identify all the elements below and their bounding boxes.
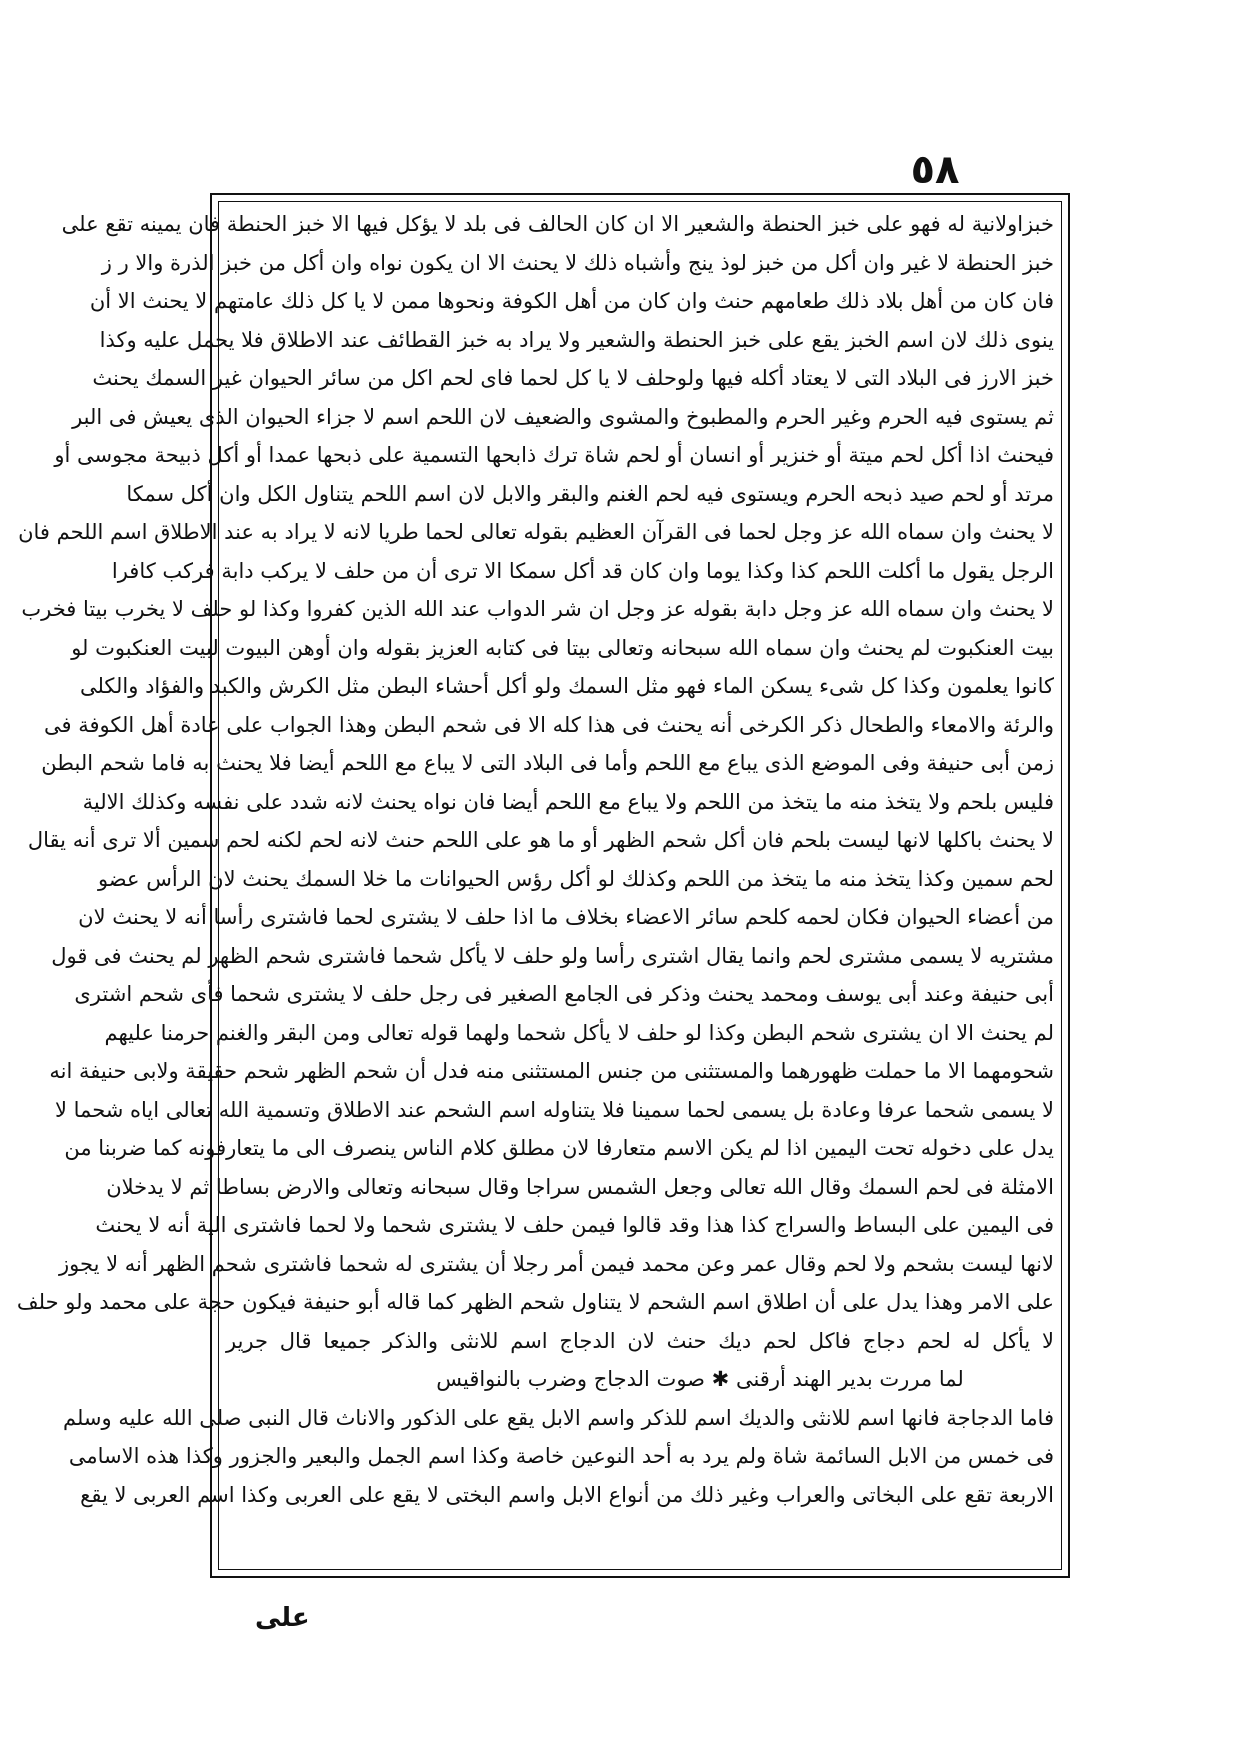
text-line: ينوى ذلك لان اسم الخبز يقع على خبز الحنطة والشعير ولا يراد به خبز القطائف عند الاطلاق فلا يحمل عليه وكذا (99, 327, 1054, 352)
page-number: ٥٨ (910, 147, 960, 193)
text-line: الرجل يقول ما أكلت اللحم كذا وكذا يوما وان كان قد أكل سمكا الا ترى أن من حلف لا يركب دابة فركب كافرا (111, 558, 1054, 583)
text-line: خبزاولانية له فهو على خبز الحنطة والشعير الا ان كان الحالف فى بلد لا يؤكل فيها الا خبز الحنطة فان يمينه تقع على (61, 212, 1054, 236)
text-line: فليس بلحم ولا يتخذ منه ما يتخذ من اللحم ولا يباع مع اللحم أيضا فان نواه يحنث لانه شدد على نفسه وكذلك الالية (82, 789, 1054, 814)
text-line: أبى حنيفة وعند أبى يوسف ومحمد يحنث وذكر فى الجامع الصغير فى رجل حلف لا يشترى شحما فأى شحم اشترى (74, 982, 1054, 1006)
text-line: لا يحنث وان سماه الله عز وجل دابة بقوله عز وجل ان شر الدواب عند الله الذين كفروا وكذا لو حلف لا يخرب بيتا فخرب (21, 597, 1054, 621)
poetry-verse: لما مررت بدير الهند أرقنى ✱ صوت الدجاج وضرب بالنواقيس (436, 1367, 964, 1391)
text-line: لحم سمين وكذا يتخذ منه ما يتخذ من اللحم وكذلك لو أكل رؤس الحيوانات ما خلا السمك يحنث لان الرأس عضو (97, 866, 1054, 891)
text-line: لا يأكل له لحم دجاج فاكل لحم ديك حنث لان الدجاج اسم للانثى والذكر جميعا قال جرير (226, 1328, 1054, 1353)
text-line: لا يحنث وان سماه الله عز وجل لحما فى القرآن العظيم بقوله تعالى لحما طريا لانه لا يراد به عند الاطلاق اسم اللحم فان (18, 520, 1054, 544)
catchword: على (255, 1603, 310, 1633)
text-line: فى اليمين على البساط والسراج كذا هذا وقد قالوا فيمن حلف لا يشترى شحما ولا لحما فاشترى الية أنه لا يحنث (95, 1213, 1054, 1237)
text-line: لا يسمى شحما عرفا وعادة بل يسمى لحما سمينا فلا يتناوله اسم الشحم عند الاطلاق وتسمية الله تعالى اياه شحما لا (55, 1097, 1054, 1122)
text-line: لانها ليست بشحم ولا لحم وقال عمر وعن محمد فيمن أمر رجلا أن يشترى له شحما فاشترى شحم الظهر أنه لا يجوز (59, 1251, 1054, 1276)
text-line: على الامر وهذا يدل على أن اطلاق اسم الشحم لا يتناول شحم الظهر كما قاله أبو حنيفة فيكون حجة على محمد ولو حلف (16, 1290, 1054, 1314)
text-line: الامثلة فى لحم السمك وقال الله تعالى وجعل الشمس سراجا وقال سبحانه وتعالى والارض بساطا ثم لا يدخلان (106, 1174, 1054, 1199)
main-text-block (16, 205, 1054, 1514)
text-line: خبز الارز فى البلاد التى لا يعتاد أكله فيها ولوحلف لا يا كل لحما فاى لحم اكل من سائر الحيوان غير السمك يحنث (92, 366, 1054, 390)
text-line: ثم يستوى فيه الحرم وغير الحرم والمطبوخ والمشوى والضعيف لان اللحم اسم لا جزاء الحيوان الذى يعيش فى البر (72, 404, 1054, 429)
text-line: الاربعة تقع على البخاتى والعراب وغير ذلك من أنواع الابل واسم البختى لا يقع على العربى وكذا اسم العربى لا يقع (80, 1482, 1054, 1507)
text-line: مشتريه لا يسمى مشترى لحم وانما يقال اشترى رأسا ولو حلف لا يأكل شحما فاشترى شحم الظهر لم يحنث فى قول (51, 943, 1054, 968)
text-line: بيت العنكبوت لم يحنث وان سماه الله سبحانه وتعالى بيتا فى كتابه العزيز بقوله وان أوهن البيوت لبيت العنكبوت لو (71, 635, 1054, 660)
text-line: لا يحنث باكلها لانها ليست بلحم فان أكل شحم الظهر أو ما هو على اللحم حنث لانه لحم لكنه لحم سمين ألا ترى أنه يقال (27, 828, 1054, 852)
text-line: فى خمس من الابل السائمة شاة ولم يرد به أحد النوعين خاصة وكذا اسم الجمل والبعير والجزور وكذا هذه الاسامى (68, 1444, 1054, 1468)
text-line: فيحنث اذا أكل لحم ميتة أو خنزير أو انسان أو لحم شاة ترك ذابحها التسمية على ذبحها عمدا أو أكل ذبيحة مجوسى أو (54, 443, 1054, 467)
text-line: شحومهما الا ما حملت ظهورهما والمستثنى من جنس المستثنى منه فدل أن شحم الظهر شحم حقيقة ولابى حنيفة انه (49, 1059, 1054, 1083)
text-line: من أعضاء الحيوان فكان لحمه كلحم سائر الاعضاء بخلاف ما اذا حلف لا يشترى لحما فاشترى رأسا أنه لا يحنث لان (78, 905, 1054, 929)
text-line: لم يحنث الا ان يشترى شحم البطن وكذا لو حلف لا يأكل شحما ولهما قوله تعالى ومن البقر والغنم حرمنا عليهم (104, 1020, 1054, 1045)
text-line: فاما الدجاجة فانها اسم للانثى والديك اسم للذكر واسم الابل يقع على الذكور والاناث قال النبى صلى الله عليه وسلم (63, 1405, 1054, 1430)
text-line: كانوا يعلمون وكذا كل شىء يسكن الماء فهو مثل السمك ولو أكل أحشاء البطن مثل الكرش والكبد والفؤاد والكلى (79, 674, 1054, 698)
text-line: يدل على دخوله تحت اليمين اذا لم يكن الاسم متعارفا لان مطلق كلام الناس ينصرف الى ما يتعارفونه كما ضربنا من (64, 1136, 1054, 1160)
text-line: زمن أبى حنيفة وفى الموضع الذى يباع مع اللحم وأما فى البلاد التى لا يباع مع اللحم أيضا فلا يحنث به فاما شحم البطن (41, 751, 1054, 775)
text-line: مرتد أو لحم صيد ذبحه الحرم ويستوى فيه لحم الغنم والبقر والابل لان اسم اللحم يتناول الكل وان أكل سمكا (126, 481, 1054, 506)
text-line: فان كان من أهل بلاد ذلك طعامهم حنث وان كان من أهل الكوفة ونحوها ممن لا يا كل ذلك عامتهم لا يحنث الا أن (89, 289, 1054, 313)
text-line: والرئة والامعاء والطحال ذكر الكرخى أنه يحنث فى هذا كله الا فى شحم البطن وهذا الجواب على عادة أهل الكوفة فى (44, 712, 1054, 737)
text-line: خبز الحنطة لا غير وان أكل من خبز لوذ ينج وأشباه ذلك لا يحنث الا ان يكون نواه وان أكل من خبز الذرة والا ر ز (101, 250, 1054, 275)
